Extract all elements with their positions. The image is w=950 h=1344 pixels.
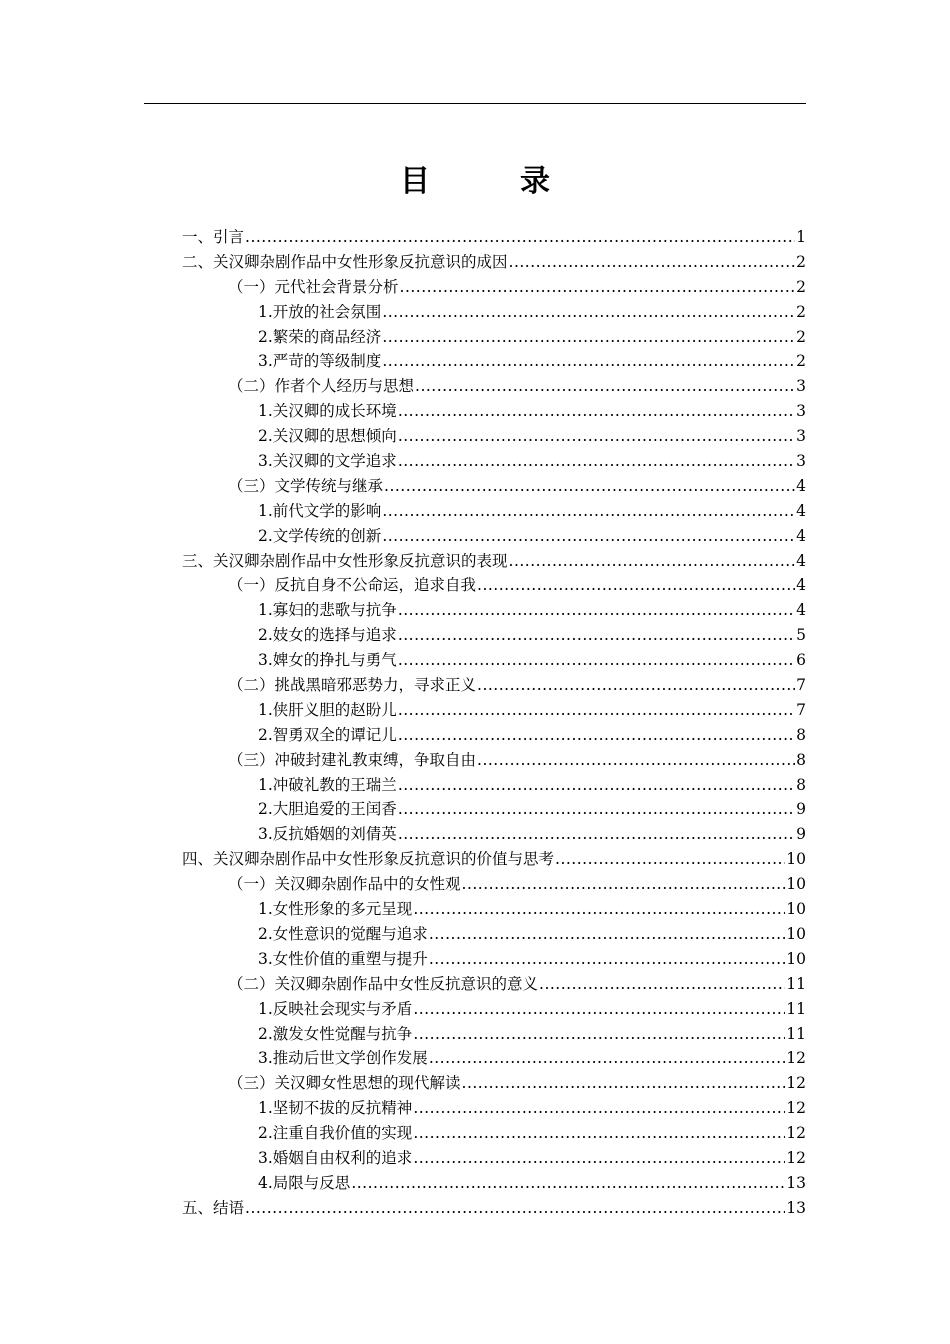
toc-page-number: 3	[796, 377, 806, 396]
toc-entry-number: 2.	[258, 427, 273, 446]
toc-entry-number: 3.	[258, 452, 273, 471]
toc-entry[interactable]	[182, 1022, 806, 1047]
toc-entry[interactable]	[182, 1096, 806, 1121]
toc-entry-number: 1.	[258, 302, 273, 321]
toc-entry-number: 2.	[258, 725, 273, 744]
toc-entry-title: 女性形象的多元呈现	[272, 900, 413, 919]
toc-entry-title: 推动后世文学创作发展	[272, 1049, 428, 1068]
toc-entry-number: 1.	[258, 1099, 273, 1118]
toc-page-number: 11	[786, 974, 806, 993]
toc-entry-number: 1.	[258, 501, 273, 520]
toc-page-number: 12	[786, 1099, 806, 1118]
toc-entry[interactable]	[182, 773, 806, 798]
toc-page-number: 3	[796, 427, 806, 446]
toc-page-number: 2	[796, 252, 806, 271]
toc-entry[interactable]	[182, 1196, 806, 1221]
toc-entry-number: （二）	[228, 676, 275, 695]
toc-page-number: 4	[796, 576, 806, 595]
toc-page-number: 4	[796, 526, 806, 545]
toc-dot-leader	[555, 847, 785, 872]
toc-dot-leader	[382, 300, 795, 325]
header-rule	[144, 103, 806, 104]
toc-entry-title: 寡妇的悲歌与抗争	[272, 601, 397, 620]
toc-page-number: 4	[796, 501, 806, 520]
toc-dot-leader	[462, 872, 786, 897]
toc-page-number: 5	[796, 626, 806, 645]
toc-entry-title: 严苛的等级制度	[272, 352, 382, 371]
toc-page-number: 2	[796, 327, 806, 346]
toc-entry-title: 文学传统的创新	[272, 526, 382, 545]
toc-entry-number: 2.	[258, 626, 273, 645]
toc-entry[interactable]	[182, 524, 806, 549]
toc-entry-title: 智勇双全的谭记儿	[272, 725, 397, 744]
toc-entry-title: 关汉卿杂剧作品中女性形象反抗意识的成因	[213, 252, 508, 271]
toc-dot-leader	[477, 748, 795, 773]
toc-entry-title: 关汉卿杂剧作品中的女性观	[274, 875, 461, 894]
toc-entry-number: 2.	[258, 1024, 273, 1043]
toc-entry-number: 3.	[258, 352, 273, 371]
toc-dot-leader	[398, 822, 795, 847]
toc-entry-number: 4.	[258, 1173, 273, 1192]
toc-page-number: 4	[796, 601, 806, 620]
toc-entry-number: （三）	[228, 750, 275, 769]
toc-dot-leader	[413, 997, 785, 1022]
toc-dot-leader	[398, 598, 795, 623]
toc-page-number: 12	[786, 1148, 806, 1167]
toc-entry-title: 冲破礼教的王瑞兰	[272, 775, 397, 794]
toc-dot-leader	[398, 449, 795, 474]
toc-page-number: 4	[796, 476, 806, 495]
toc-entry[interactable]	[182, 673, 806, 698]
toc-entry[interactable]	[182, 549, 806, 574]
toc-entry-number: 1.	[258, 601, 273, 620]
toc-dot-leader	[429, 947, 785, 972]
toc-entry-number: （二）	[228, 377, 275, 396]
toc-entry-number: 二、	[182, 252, 214, 271]
toc-entry[interactable]	[182, 748, 806, 773]
toc-entry-number: 3.	[258, 1049, 273, 1068]
toc-dot-leader	[509, 250, 796, 275]
toc-entry-title: 激发女性觉醒与抗争	[272, 1024, 413, 1043]
toc-entry[interactable]	[182, 723, 806, 748]
toc-page-number: 6	[796, 651, 806, 670]
toc-page-number: 9	[796, 800, 806, 819]
toc-entry-title: 大胆追爱的王闰香	[272, 800, 397, 819]
toc-entry-number: 3.	[258, 825, 273, 844]
toc-entry-title: 婚姻自由权利的追求	[272, 1148, 413, 1167]
toc-entry[interactable]	[182, 997, 806, 1022]
toc-dot-leader	[382, 524, 795, 549]
toc-page-number: 2	[796, 302, 806, 321]
toc-dot-leader	[398, 623, 795, 648]
toc-page-number: 3	[796, 402, 806, 421]
toc-page-number: 8	[796, 725, 806, 744]
toc-entry[interactable]	[182, 698, 806, 723]
toc-page-number: 2	[796, 352, 806, 371]
toc-entry-title: 引言	[213, 228, 245, 246]
toc-entry-title: 结语	[213, 1198, 245, 1217]
toc-page-number: 3	[796, 452, 806, 471]
toc-entry-number: 三、	[182, 551, 214, 570]
toc-page-number: 10	[786, 949, 806, 968]
toc-page-number: 12	[786, 1124, 806, 1143]
toc-entry-title: 繁荣的商品经济	[272, 327, 382, 346]
toc-entry-title: 文学传统与继承	[274, 476, 384, 495]
toc-dot-leader	[413, 897, 785, 922]
page-title: 目 录	[400, 164, 580, 199]
toc-entry[interactable]	[182, 1171, 806, 1196]
toc-dot-leader	[382, 325, 795, 350]
toc-entry[interactable]	[182, 623, 806, 648]
toc-entry[interactable]	[182, 250, 806, 275]
toc-entry[interactable]	[182, 349, 806, 374]
toc-entry[interactable]	[182, 822, 806, 847]
toc-entry-number: 1.	[258, 402, 273, 421]
toc-entry[interactable]	[182, 399, 806, 424]
toc-entry-title: 开放的社会氛围	[272, 302, 382, 321]
toc-page-number: 9	[796, 825, 806, 844]
toc-entry[interactable]	[182, 922, 806, 947]
toc-dot-leader	[413, 1096, 785, 1121]
table-of-contents	[182, 225, 806, 1221]
toc-entry[interactable]	[182, 1071, 806, 1096]
toc-dot-leader	[245, 225, 795, 250]
toc-entry-title: 前代文学的影响	[272, 501, 382, 520]
toc-entry-number: 1.	[258, 999, 273, 1018]
toc-entry-number: 一、	[182, 228, 214, 246]
toc-dot-leader	[413, 1146, 785, 1171]
toc-entry-title: 反抗婚姻的刘倩英	[272, 825, 397, 844]
toc-page-number: 10	[786, 850, 806, 869]
toc-dot-leader	[398, 723, 795, 748]
toc-dot-leader	[382, 499, 795, 524]
toc-entry-number: （二）	[228, 974, 275, 993]
toc-entry-title: 婢女的挣扎与勇气	[272, 651, 397, 670]
toc-dot-leader	[413, 1022, 785, 1047]
toc-entry[interactable]	[182, 872, 806, 897]
toc-entry[interactable]	[182, 225, 806, 250]
toc-entry-number: （一）	[228, 277, 275, 296]
toc-entry-title: 关汉卿杂剧作品中女性反抗意识的意义	[274, 974, 539, 993]
toc-page-number: 11	[786, 1024, 806, 1043]
toc-entry[interactable]	[182, 424, 806, 449]
toc-entry-title: 冲破封建礼教束缚，争取自由	[274, 750, 477, 769]
toc-entry[interactable]	[182, 300, 806, 325]
toc-entry-title: 妓女的选择与追求	[272, 626, 397, 645]
toc-entry[interactable]	[182, 648, 806, 673]
toc-entry[interactable]	[182, 897, 806, 922]
toc-entry-title: 局限与反思	[272, 1173, 351, 1192]
toc-entry-number: 1.	[258, 775, 273, 794]
toc-dot-leader	[429, 1046, 785, 1071]
toc-dot-leader	[351, 1171, 785, 1196]
toc-page-number: 10	[786, 900, 806, 919]
toc-entry[interactable]	[182, 1046, 806, 1071]
toc-page-number: 8	[796, 775, 806, 794]
toc-entry-number: （三）	[228, 476, 275, 495]
toc-entry-title: 注重自我价值的实现	[272, 1124, 413, 1143]
toc-page-number: 7	[796, 676, 806, 695]
toc-dot-leader	[477, 673, 795, 698]
toc-dot-leader	[462, 1071, 786, 1096]
toc-entry-number: 四、	[182, 850, 214, 869]
toc-page-number: 12	[786, 1049, 806, 1068]
toc-entry-number: （三）	[228, 1074, 275, 1093]
toc-dot-leader	[415, 374, 795, 399]
toc-entry-number: 3.	[258, 1148, 273, 1167]
toc-entry-title: 作者个人经历与思想	[274, 377, 415, 396]
toc-page-number: 10	[786, 924, 806, 943]
toc-dot-leader	[398, 773, 795, 798]
toc-entry[interactable]	[182, 499, 806, 524]
toc-entry-number: 2.	[258, 800, 273, 819]
toc-entry[interactable]	[182, 573, 806, 598]
toc-dot-leader	[400, 275, 796, 300]
toc-entry-title: 关汉卿女性思想的现代解读	[274, 1074, 461, 1093]
toc-entry[interactable]	[182, 275, 806, 300]
toc-page-number: 2	[796, 277, 806, 296]
toc-entry-number: 1.	[258, 900, 273, 919]
toc-entry-title: 关汉卿的成长环境	[272, 402, 397, 421]
toc-entry[interactable]	[182, 1121, 806, 1146]
toc-entry-number: 2.	[258, 327, 273, 346]
toc-entry-title: 挑战黑暗邪恶势力，寻求正义	[274, 676, 477, 695]
toc-entry-number: 五、	[182, 1198, 214, 1217]
toc-entry[interactable]	[182, 474, 806, 499]
toc-entry[interactable]	[182, 972, 806, 997]
toc-entry-title: 关汉卿的思想倾向	[272, 427, 397, 446]
toc-dot-leader	[477, 573, 795, 598]
toc-entry[interactable]	[182, 374, 806, 399]
toc-entry-title: 元代社会背景分析	[274, 277, 399, 296]
toc-page-number: 1	[796, 228, 806, 246]
toc-entry-title: 关汉卿的文学追求	[272, 452, 397, 471]
toc-entry-number: （一）	[228, 576, 275, 595]
toc-entry[interactable]	[182, 449, 806, 474]
toc-dot-leader	[398, 424, 795, 449]
toc-dot-leader	[245, 1196, 785, 1221]
toc-entry-title: 关汉卿杂剧作品中女性形象反抗意识的表现	[213, 551, 508, 570]
toc-dot-leader	[398, 797, 795, 822]
toc-dot-leader	[398, 399, 795, 424]
toc-page-number: 11	[786, 999, 806, 1018]
toc-entry[interactable]	[182, 797, 806, 822]
toc-entry-number: 3.	[258, 949, 273, 968]
toc-page-number: 10	[786, 875, 806, 894]
toc-entry-title: 女性意识的觉醒与追求	[272, 924, 428, 943]
toc-dot-leader	[539, 972, 785, 997]
toc-entry-title: 女性价值的重塑与提升	[272, 949, 428, 968]
toc-dot-leader	[398, 698, 795, 723]
toc-page-number: 13	[786, 1198, 806, 1217]
toc-entry-number: 1.	[258, 700, 273, 719]
toc-entry-number: 2.	[258, 924, 273, 943]
toc-entry-number: 3.	[258, 651, 273, 670]
toc-page-number: 12	[786, 1074, 806, 1093]
toc-entry[interactable]	[182, 325, 806, 350]
toc-entry-number: （一）	[228, 875, 275, 894]
toc-entry-title: 反映社会现实与矛盾	[272, 999, 413, 1018]
toc-dot-leader	[429, 922, 785, 947]
toc-entry-number: 2.	[258, 1124, 273, 1143]
toc-page-number: 7	[796, 700, 806, 719]
toc-page-number: 8	[796, 750, 806, 769]
toc-dot-leader	[384, 474, 795, 499]
toc-dot-leader	[413, 1121, 785, 1146]
toc-entry-title: 侠肝义胆的赵盼儿	[272, 700, 397, 719]
toc-dot-leader	[398, 648, 795, 673]
toc-entry[interactable]	[182, 947, 806, 972]
toc-entry-title: 反抗自身不公命运，追求自我	[274, 576, 477, 595]
toc-entry-number: 2.	[258, 526, 273, 545]
toc-entry-title: 坚韧不拔的反抗精神	[272, 1099, 413, 1118]
toc-dot-leader	[382, 349, 795, 374]
toc-dot-leader	[509, 549, 796, 574]
toc-entry-title: 关汉卿杂剧作品中女性形象反抗意识的价值与思考	[213, 850, 555, 869]
toc-entry[interactable]	[182, 847, 806, 872]
toc-entry[interactable]	[182, 1146, 806, 1171]
toc-page-number: 4	[796, 551, 806, 570]
toc-entry[interactable]	[182, 598, 806, 623]
toc-page-number: 13	[786, 1173, 806, 1192]
